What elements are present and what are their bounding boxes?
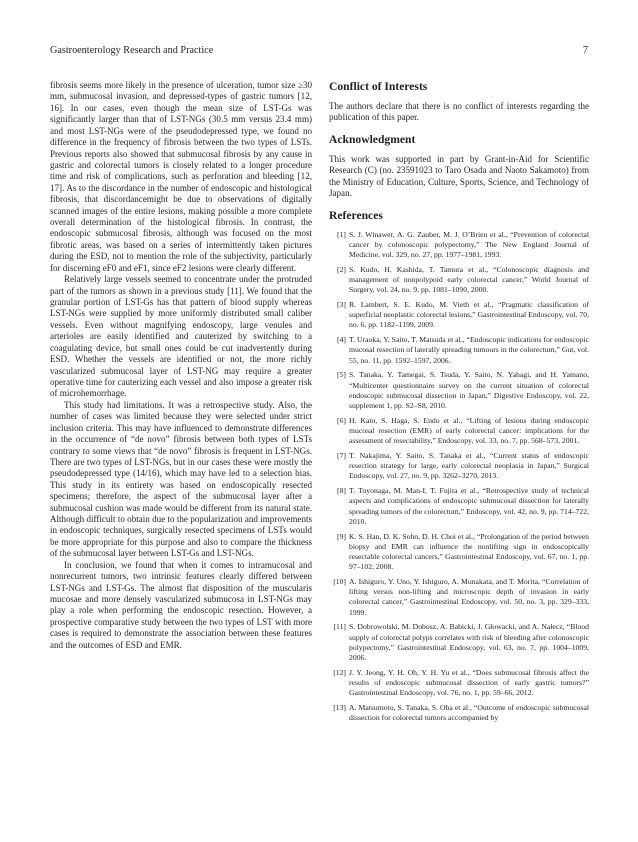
reference-text: J. Y. Jeong, Y. H. Oh, Y. H. Yu et al., “Does submucosal fibrosis affect the results of endoscopic submucosal dissection of early gastric tumors?” Gastrointestinal Endoscopy, vol. 76, no. 1, pp. 59–66, 2012. <box>349 667 589 698</box>
reference-item <box>329 335 589 366</box>
conflict-heading: Conflict of Interests <box>329 80 428 93</box>
reference-text: S. Tanaka, Y. Tamegai, S. Tsuda, Y. Saito, N. Yahagi, and H. Yamano, “Multicenter questionnaire survey on the current situation of colorectal endoscopic submucosal dissection in Japan,” Digestive Endoscopy, vol. 22, supplement 1, pp. S2–S8, 2010. <box>349 370 589 410</box>
running-header <box>50 45 588 59</box>
reference-number: [13] <box>333 702 346 712</box>
reference-item <box>329 668 589 699</box>
reference-item <box>329 622 589 663</box>
reference-text: H. Kato, S. Haga, S. Endo et al., “Lifting of lesions during endoscopic mucosal resection (EMR) of early colorectal cancer: implications for the assessment of resectability,” Endoscopy, vol. 33, no. 7, pp. 568–573, 2001. <box>349 415 589 446</box>
reference-item <box>329 370 589 411</box>
body-paragraph: Relatively large vessels seemed to concentrate under the protruded part of the tumors as shown in a previous study [11]. We found that the granular portion of LST-Gs has that pattern of blood supply whereas LST-NGs were supplied by more uniformly distributed small caliber vessels. Even without magnifying endoscopy, large venules and arterioles are easily identified and cauterized by switching to a coagulating device, but small ones could be cut inadvertently during ESD. Whether the vessels are identified or not, the more richly vascularized submucosal layer of LST-NG may require a greater operative time for cauterizing each vessel and also impose a greater risk of microhemorrhage. <box>50 274 312 399</box>
reference-text: S. Kudo, H. Kashida, T. Tamura et al., “Colonoscopic diagnosis and management of nonpolypoid early colorectal cancer,” World Journal of Surgery, vol. 24, no. 9, pp. 1081–1090, 2000. <box>349 264 589 295</box>
reference-number: [7] <box>337 450 346 460</box>
reference-item <box>329 451 589 482</box>
body-paragraph: fibrosis seems more likely in the presence of ulceration, tumor size ≥30 mm, submucosal invasion, and depressed-types of gastric tumors [12, 16]. In our cases, even though the mean size of LST-Gs was significantly larger than that of LST-NGs (30.5 mm versus 23.4 mm) and most LST-NGs were of the pseudodepressed type, we found no difference in the frequency of fibrosis between the two types of LSTs. Previous reports also showed that submucosal fibrosis by any cause in gastric and colorectal tumors is closely related to a longer procedure time and risk of complications, such as perforation and bleeding [12, 17]. As to the discordance in the number of endoscopic and histological fibrosis, that discordancemight be due to observations of digitally scanned images of the entire lesions, making possible a more complete overall determination of the histological fibrosis. In contrast, the endoscopic submucosal fibrosis, although was focused on the most fibrotic areas, was based on a series of intermittently taken pictures during the ESD, not to mention the role of the subjectivity, particularly for discerning eF0 and eF1, since eF2 lesions were clearly different. <box>50 80 312 273</box>
reference-text: S. J. Winawer, A. G. Zauber, M. J. O’Brien et al., “Prevention of colorectal cancer by colonoscopic polypectomy,” The New England Journal of Medicine, vol. 329, no. 27, pp. 1977–1981, 1993. <box>349 229 589 259</box>
reference-number: [11] <box>333 622 346 632</box>
acknowledgment-heading: Acknowledgment <box>329 132 416 146</box>
reference-number: [10] <box>333 576 346 586</box>
right-column <box>329 80 589 728</box>
reference-item <box>329 230 589 261</box>
reference-text: A. Matsumoto, S. Tanaka, S. Oba et al., “Outcome of endoscopic submucosal dissection for colorectal tumors accompanied by <box>349 702 589 723</box>
reference-number: [1] <box>337 229 346 239</box>
body-paragraph: In conclusion, we found that when it comes to intramucosal and nonrecurrent tumors, two intrinsic features clearly differed between LST-NGs and LST-Gs. The almost flat disposition of the muscularis mucosae and more densely vascularized submucosa in LST-NGs may play a role when performing the endoscopic resection. However, a prospective comparative study between the two types of LST with more cases is required to demonstrate the association between these features and the outcomes of ESD and EMR. <box>50 559 312 650</box>
reference-number: [5] <box>337 370 346 380</box>
page-number: 7 <box>582 45 588 56</box>
reference-text: A. Ishiguro, Y. Uno, Y. Ishiguro, A. Munakata, and T. Morita, “Correlation of lifting versus non-lifting and microscopic depth of invasion in early colorectal cancer,” Gastrointestinal Endoscopy, vol. 50, no. 3, pp. 329–333, 1999. <box>349 576 589 617</box>
reference-number: [3] <box>337 299 346 309</box>
reference-number: [2] <box>337 264 346 274</box>
references-section <box>329 209 589 724</box>
reference-item <box>329 300 589 331</box>
journal-title: Gastroenterology Research and Practice <box>50 45 214 56</box>
reference-item <box>329 265 589 296</box>
reference-number: [6] <box>337 415 346 425</box>
body-paragraph: This study had limitations. It was a retrospective study. Also, the number of cases was limited because they were selected under strict inclusion criteria. This may have influenced to demonstrate differences in the occurrence of “de novo” fibrosis between both types of LSTs contrary to some views that “de novo” fibrosis is frequent in LST-NGs. There are two types of LST-NGs, but in our cases these were mostly the pseudodepressed type (14/16), which may have led to a selection bias. This study in its entirety was based on endoscopically resected specimens; therefore, the aspect of the submucosal layer after a submucosal cushion was made would be different from its natural state. Although difficult to obtain due to the popularization and improvements in endoscopic techniques, surgically resected specimens of LSTs would be more appropriate for this purpose and also to compare the thickness of the submucosal layer between LST-Gs and LST-NGs. <box>50 399 312 559</box>
reference-number: [12] <box>333 667 346 677</box>
reference-item <box>329 416 589 447</box>
conflict-section <box>329 80 589 124</box>
left-column <box>50 80 312 651</box>
reference-list <box>329 230 589 724</box>
reference-text: T. Toyonaga, M. Man-I, T. Fujita et al., “Retrospective study of technical aspects and complications of endoscopic submucosal dissection for laterally spreading tumors of the colorectum,” Endoscopy, vol. 42, no. 9, pp. 714–722, 2010. <box>349 486 589 526</box>
reference-text: S. Dobrowolski, M. Dobosz, A. Babicki, J. Głowacki, and A. Nałecz, “Blood supply of colorectal polyps correlates with risk of bleeding after colonoscopic polypectomy,” Gastrointestinal Endoscopy, vol. 63, no. 7, pp. 1004–1009, 2006. <box>349 622 589 662</box>
acknowledgment-section <box>329 133 589 200</box>
reference-item <box>329 577 589 618</box>
reference-text: R. Lambert, S. E. Kudo, M. Vieth et al., “Pragmatic classification of superficial neoplastic colorectal lesions,” Gastrointestinal Endoscopy, vol. 70, no. 6, pp. 1182–1199, 2009. <box>349 299 589 330</box>
acknowledgment-text: This work was supported in part by Grant-in-Aid for Scientific Research (C) (no. 23591023 to Taro Osada and Naoto Sakamoto) from the Ministry of Education, Culture, Sports, Science, and Technology of Japan. <box>329 153 589 199</box>
reference-text: T. Nakajima, Y. Saito, S. Tanaka et al., “Current status of endoscopic resection strategy for large, early colorectal neoplasia in Japan,” Surgical Endoscopy, vol. 27, no. 9, pp. 3262–3270, 2013. <box>349 450 589 481</box>
reference-number: [8] <box>337 486 346 496</box>
reference-item <box>329 532 589 573</box>
references-heading: References <box>329 208 383 222</box>
reference-text: K. S. Han, D. K. Sohn, D. H. Choi et al., “Prolongation of the period between biopsy and EMR can influence the nonlifting sign in endoscopically resectable colorectal cancers,” Gastrointestinal Endoscopy, vol. 67, no. 1, pp. 97–102, 2008. <box>349 531 589 572</box>
reference-number: [4] <box>337 335 346 345</box>
reference-text: T. Uraoka, Y. Saito, T. Matsuda et al., “Endoscopic indications for endoscopic mucosal resection of laterally spreading tumours in the colorectum,” Gut, vol. 55, no. 11, pp. 1592–1597, 2006. <box>349 335 589 365</box>
reference-item <box>329 486 589 527</box>
conflict-text: The authors declare that there is no conflict of interests regarding the publication of this paper. <box>329 101 589 123</box>
reference-number: [9] <box>337 531 346 541</box>
reference-item <box>329 703 589 723</box>
